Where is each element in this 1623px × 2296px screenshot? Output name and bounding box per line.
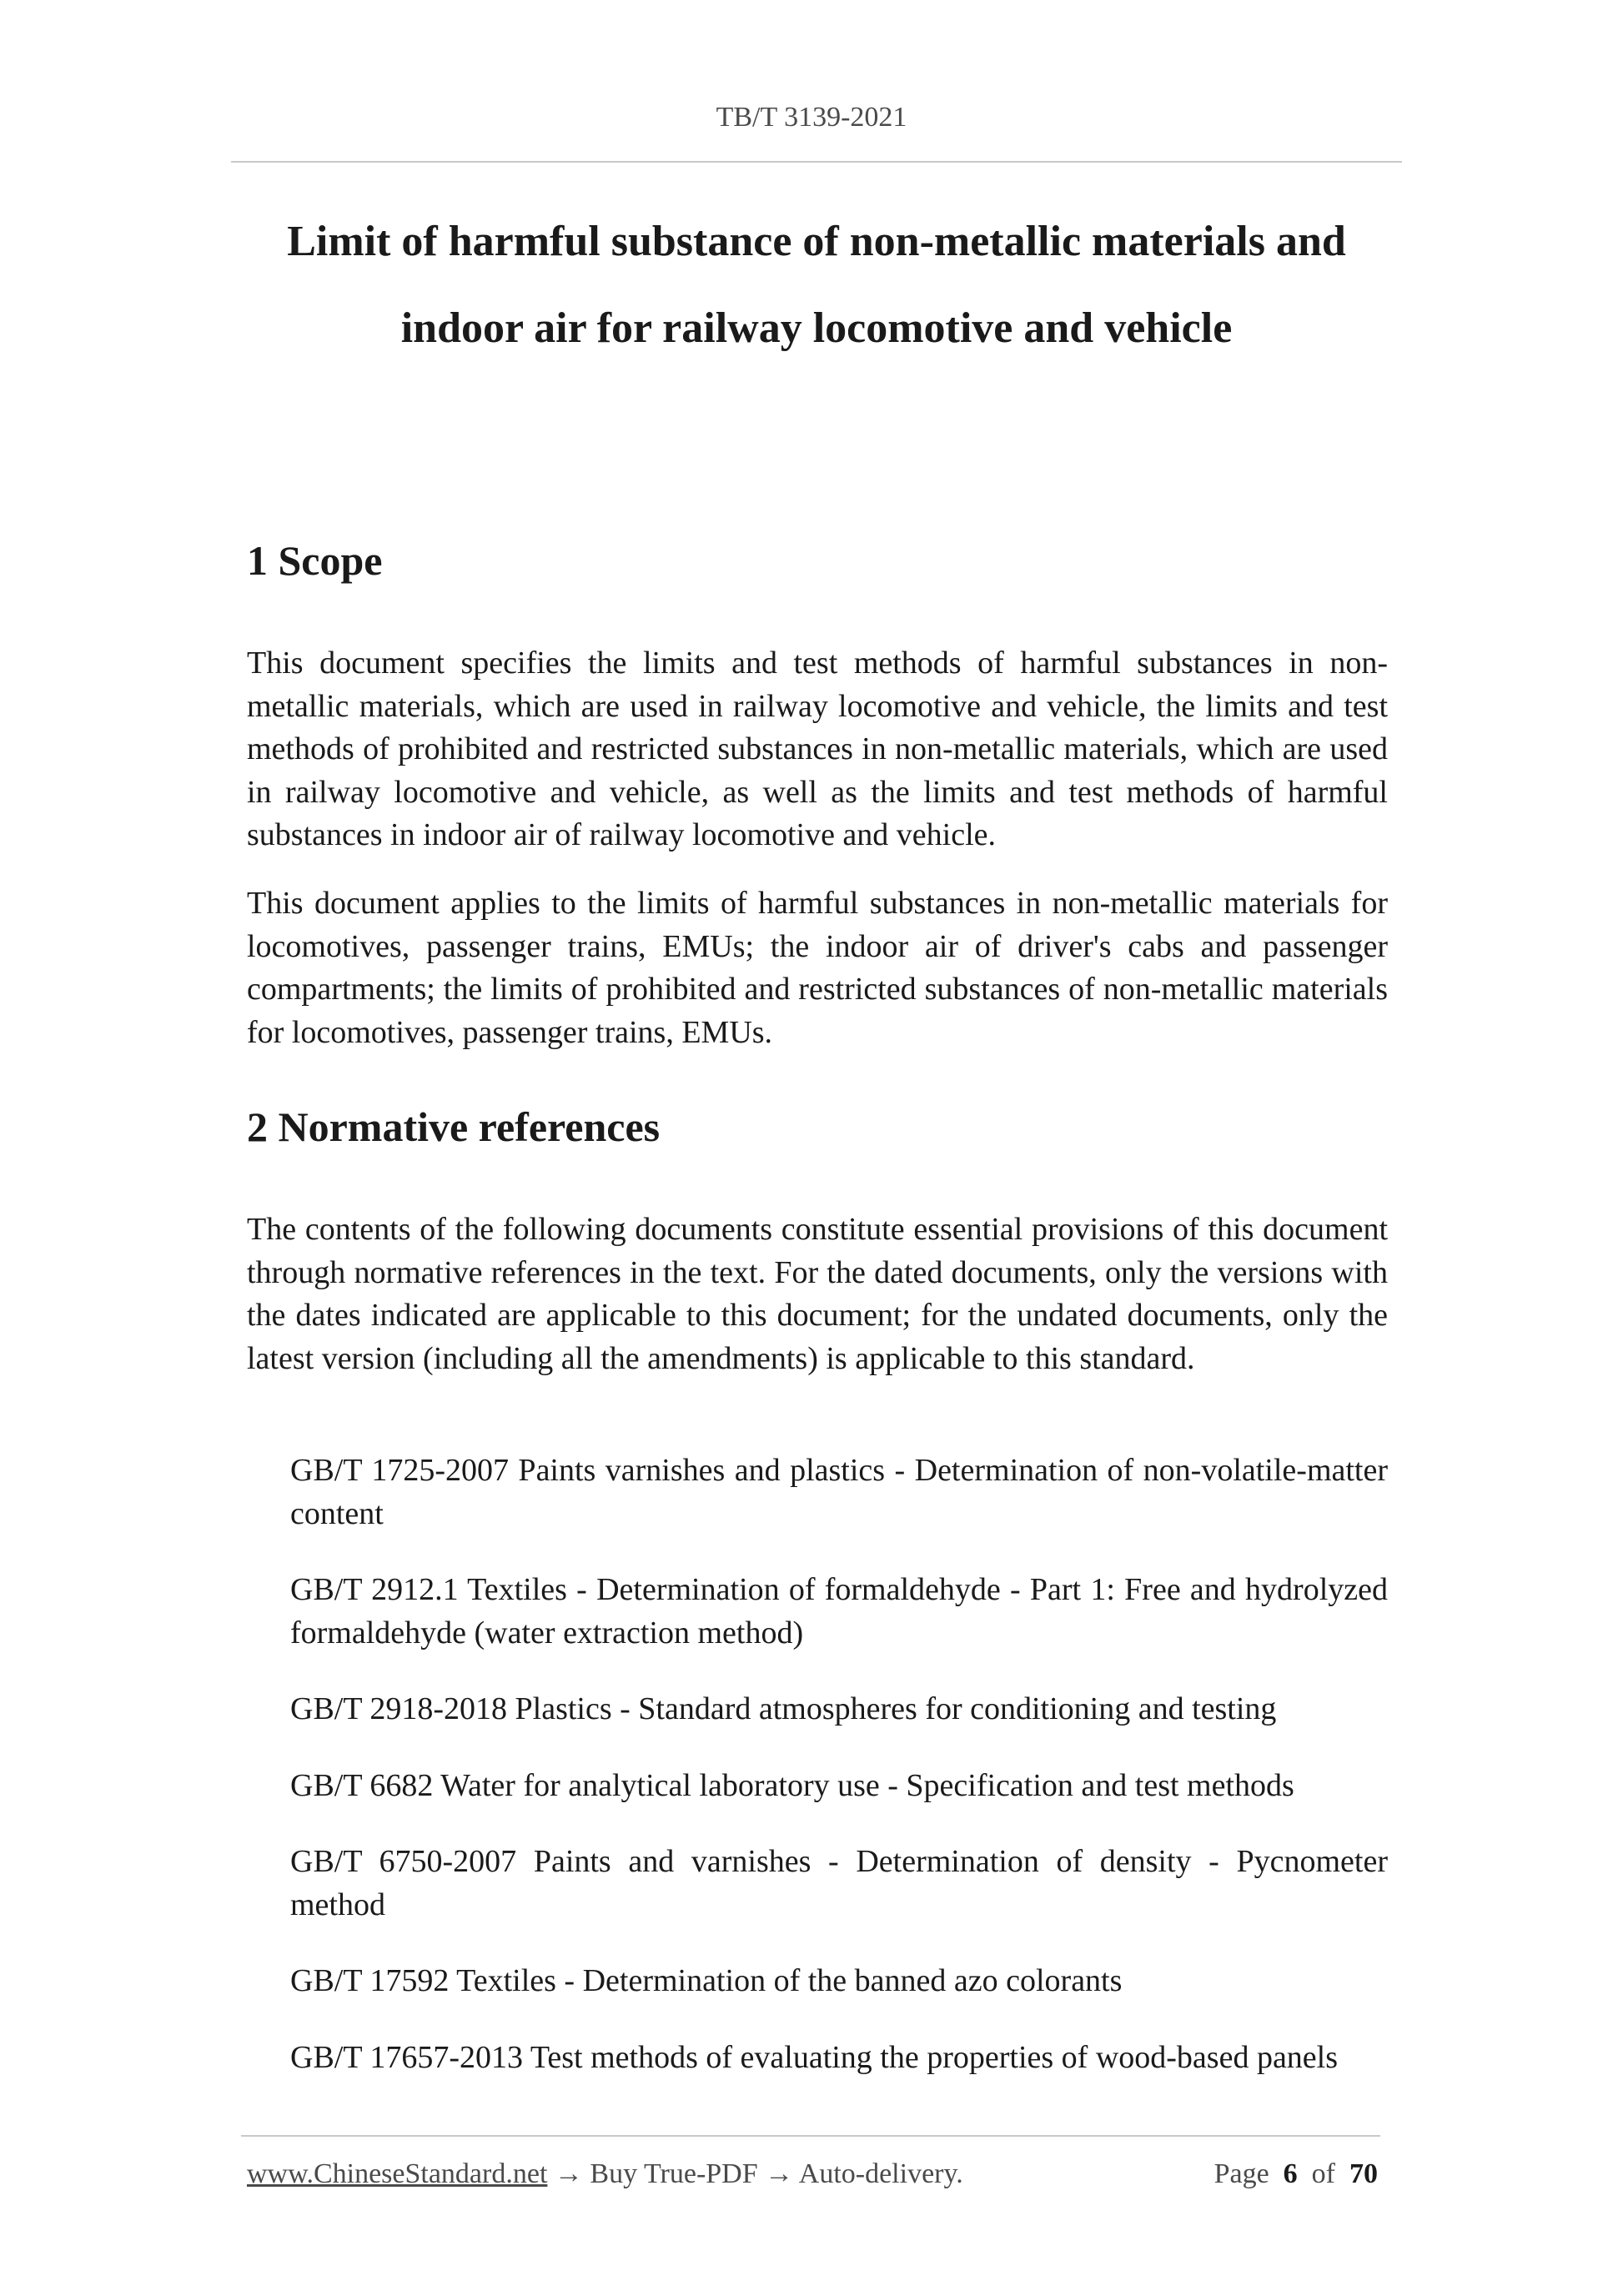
reference-item: GB/T 17657-2013 Test methods of evaluating the properties of wood-based panels <box>290 2039 1339 2075</box>
reference-item: GB/T 1725-2007 Paints varnishes and plastics - Determination of non-volatile-matter content <box>290 1453 1388 1531</box>
title-line-1: Limit of harmful substance of non-metallic materials and <box>287 218 1346 265</box>
header-divider <box>231 161 1402 163</box>
references-intro-paragraph: The contents of the following documents constitute essential provisions of this document through normative references in the text. For the dated documents, only the versions with the dates indicated are applicable to this document; for the undated documents, only the latest version (including all the amendments) is applicable to this standard. <box>247 1212 1388 1376</box>
footer-divider <box>241 2135 1380 2137</box>
title-line-2: indoor air for railway locomotive and vehicle <box>400 304 1233 352</box>
arrow-icon: → <box>765 2158 794 2189</box>
footer-promo <box>247 2158 963 2190</box>
scope-paragraph-2: This document applies to the limits of harmful substances in non-metallic materials for locomotives, passenger trains, EMUs; the indoor air of driver's cabs and passenger compartments; the limits of prohibited and restricted substances of non-metallic materials for locomotives, passenger trains, EMUs. <box>247 886 1388 1050</box>
scope-paragraph-1: This document specifies the limits and test methods of harmful substances in non-metallic materials, which are used in railway locomotive and vehicle, the limits and test methods of prohibited and restricted substances in non-metallic materials, which are used in railway locomotive and vehicle, as well as the limits and test methods of harmful substances in indoor air of railway locomotive and vehicle. <box>247 646 1388 852</box>
reference-item: GB/T 2912.1 Textiles - Determination of formaldehyde - Part 1: Free and hydrolyzed formaldehyde (water extraction method) <box>290 1572 1388 1650</box>
page-label: Page <box>1213 2158 1269 2189</box>
section-heading-normative-references: 2 Normative references <box>247 1103 661 1150</box>
document-title <box>231 198 1402 372</box>
page-current: 6 <box>1283 2158 1298 2189</box>
arrow-icon: → <box>554 2158 583 2189</box>
delivery-text: Auto-delivery. <box>798 2158 963 2189</box>
document-code-header: TB/T 3139-2021 <box>716 102 907 133</box>
page-of: of <box>1311 2158 1335 2189</box>
page-footer <box>247 2158 1378 2190</box>
buy-text: Buy True-PDF <box>590 2158 758 2189</box>
reference-item: GB/T 2918-2018 Plastics - Standard atmospheres for conditioning and testing <box>290 1691 1277 1726</box>
reference-item: GB/T 17592 Textiles - Determination of the banned azo colorants <box>290 1963 1123 1998</box>
section-heading-scope: 1 Scope <box>247 537 383 584</box>
normative-reference-list <box>290 1449 1388 2113</box>
reference-item: GB/T 6682 Water for analytical laboratory use - Specification and test methods <box>290 1767 1294 1803</box>
website-link[interactable]: www.ChineseStandard.net <box>247 2158 548 2189</box>
reference-item: GB/T 6750-2007 Paints and varnishes - Determination of density - Pycnometer method <box>290 1844 1388 1922</box>
page-indicator <box>1214 2158 1378 2190</box>
page-total: 70 <box>1349 2158 1378 2189</box>
